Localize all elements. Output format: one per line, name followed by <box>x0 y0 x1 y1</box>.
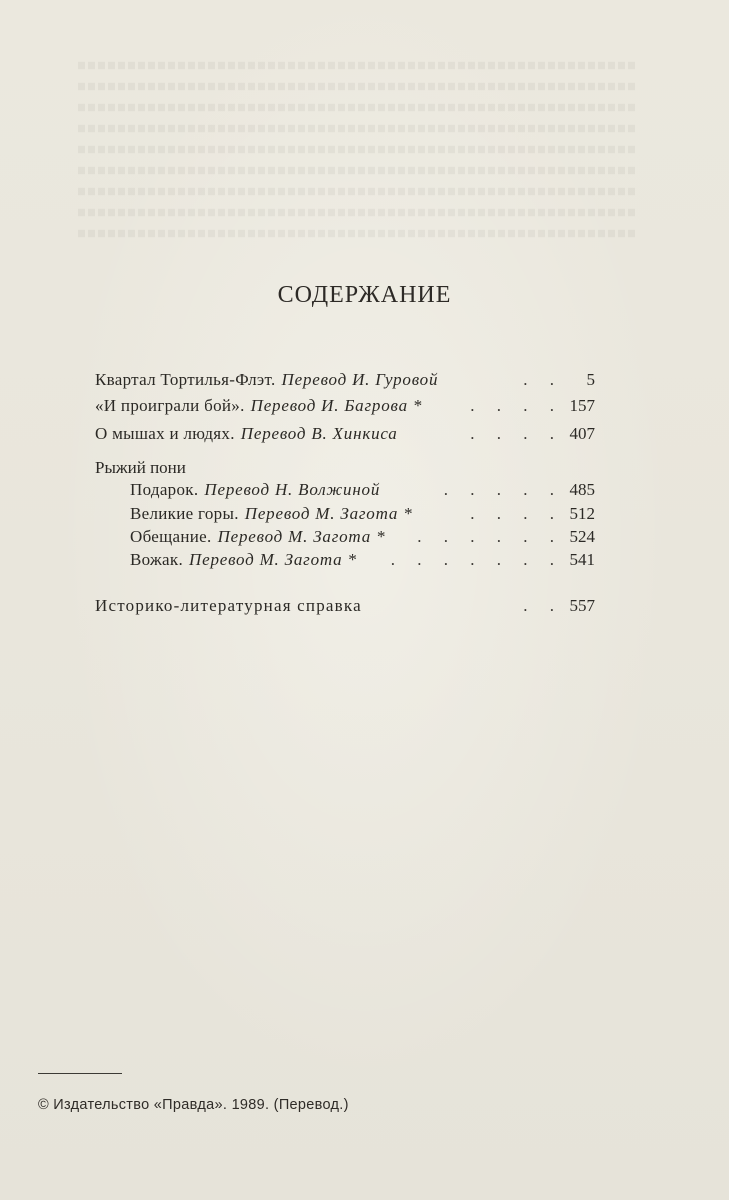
toc-page-number: 557 <box>569 596 595 615</box>
toc-page-number: 5 <box>586 370 595 389</box>
toc-leader-dots: . . . . <box>470 424 563 443</box>
toc-work-title: «И проиграли бой». <box>95 396 245 415</box>
toc-leader-dots: . . . . . . <box>417 527 563 546</box>
copyright-notice: © Издательство «Правда». 1989. (Перевод.) <box>38 1097 349 1113</box>
toc-sub-entry <box>130 527 595 551</box>
toc-work-title: Квартал Тортилья-Флэт. <box>95 370 276 389</box>
toc-page-number: 157 <box>569 396 595 415</box>
toc-page-number: 485 <box>569 480 595 499</box>
toc-leader-dots: . . <box>523 596 563 615</box>
toc-page-number: 407 <box>569 424 595 443</box>
toc-leader-dots: . . . . . <box>443 480 563 499</box>
toc-entry <box>95 424 595 448</box>
toc-translator: Перевод И. Багрова * <box>250 396 423 415</box>
toc-sub-entry <box>130 480 595 504</box>
toc-translator: Перевод И. Гуровой <box>281 370 439 389</box>
toc-work-title: Великие горы. <box>130 504 239 523</box>
toc-translator: Перевод М. Загота * <box>217 527 386 546</box>
toc-page-number: 524 <box>569 527 595 546</box>
page-title: СОДЕРЖАНИЕ <box>277 282 452 308</box>
toc-translator: Перевод Н. Волжиной <box>204 480 381 499</box>
toc-work-title: Историко-литературная справка <box>95 596 362 615</box>
toc-entry <box>95 370 595 394</box>
toc-translator: Перевод В. Хинкиса <box>240 424 398 443</box>
toc-entry <box>95 396 595 420</box>
toc-sub-entry <box>130 550 595 574</box>
toc-entry <box>95 596 595 620</box>
toc-page-number: 541 <box>569 550 595 569</box>
toc-section-title: Рыжий пони <box>95 458 186 477</box>
toc-page-number: 512 <box>569 504 595 523</box>
bleed-through-text <box>75 55 635 244</box>
footnote-rule <box>38 1073 122 1074</box>
toc-leader-dots: . . <box>523 370 563 389</box>
toc-work-title: Вожак. <box>130 550 184 569</box>
toc-work-title: Обещание. <box>130 527 212 546</box>
toc-work-title: Подарок. <box>130 480 199 499</box>
toc-translator: Перевод М. Загота * <box>244 504 413 523</box>
toc-translator: Перевод М. Загота * <box>189 550 357 569</box>
toc-leader-dots: . . . . . . . <box>390 550 563 569</box>
toc-leader-dots: . . . . <box>470 504 563 523</box>
toc-leader-dots: . . . . <box>470 396 563 415</box>
toc-work-title: О мышах и людях. <box>95 424 235 443</box>
toc-sub-entry <box>130 504 595 528</box>
